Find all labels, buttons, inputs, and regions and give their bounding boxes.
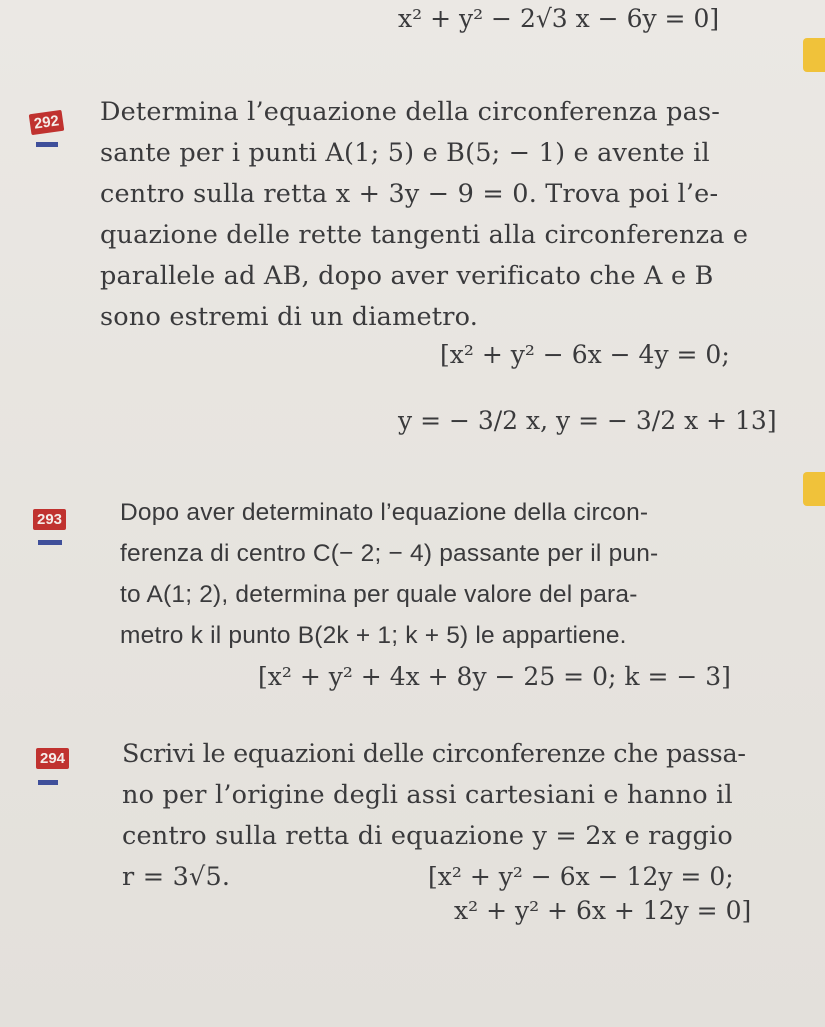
ex294-line-3: centro sulla retta di equazione y = 2x e raggio	[122, 821, 733, 851]
ex294-line-4: r = 3√5.	[122, 862, 231, 892]
ex292-line-1: Determina l’equazione della circonferenza pas-	[100, 97, 721, 127]
ex294-answer-line-1: [x² + y² − 6x − 12y = 0;	[428, 862, 734, 891]
ex292-line-4: quazione delle rette tangenti alla circonferenza e	[100, 220, 749, 250]
ex294-answer-line-2: x² + y² + 6x + 12y = 0]	[454, 896, 752, 925]
ex292-line-6: sono estremi di un diametro.	[100, 302, 479, 332]
ex292-line-3: centro sulla retta x + 3y − 9 = 0. Trova poi l’e-	[100, 179, 719, 209]
exercise-number-292: 292	[29, 110, 65, 135]
ex294-line-1: Scrivi le equazioni delle circonferenze che passa-	[122, 739, 746, 769]
top-formula: x² + y² − 2√3 x − 6y = 0]	[398, 4, 720, 33]
difficulty-marker	[38, 540, 62, 545]
ex292-answer-line-1: [x² + y² − 6x − 4y = 0;	[440, 340, 730, 369]
difficulty-marker	[38, 780, 58, 785]
page-tab-marker	[803, 38, 825, 72]
exercise-number-293: 293	[33, 509, 66, 530]
ex293-line-3: to A(1; 2), determina per quale valore del para-	[120, 581, 638, 608]
ex293-answer: [x² + y² + 4x + 8y − 25 = 0; k = − 3]	[258, 662, 731, 691]
ex293-line-2: ferenza di centro C(− 2; − 4) passante per il pun-	[120, 540, 659, 567]
difficulty-marker	[36, 142, 58, 147]
ex292-answer-line-2: y = − 3/2 x, y = − 3/2 x + 13]	[398, 406, 777, 435]
ex293-line-4: metro k il punto B(2k + 1; k + 5) le appartiene.	[120, 622, 627, 649]
ex292-line-2: sante per i punti A(1; 5) e B(5; − 1) e avente il	[100, 138, 710, 168]
ex294-line-2: no per l’origine degli assi cartesiani e hanno il	[122, 780, 733, 810]
ex293-line-1: Dopo aver determinato l’equazione della circon-	[120, 499, 649, 526]
page-tab-marker	[803, 472, 825, 506]
exercise-number-294: 294	[36, 748, 69, 769]
ex292-line-5: parallele ad AB, dopo aver verificato che A e B	[100, 261, 714, 291]
